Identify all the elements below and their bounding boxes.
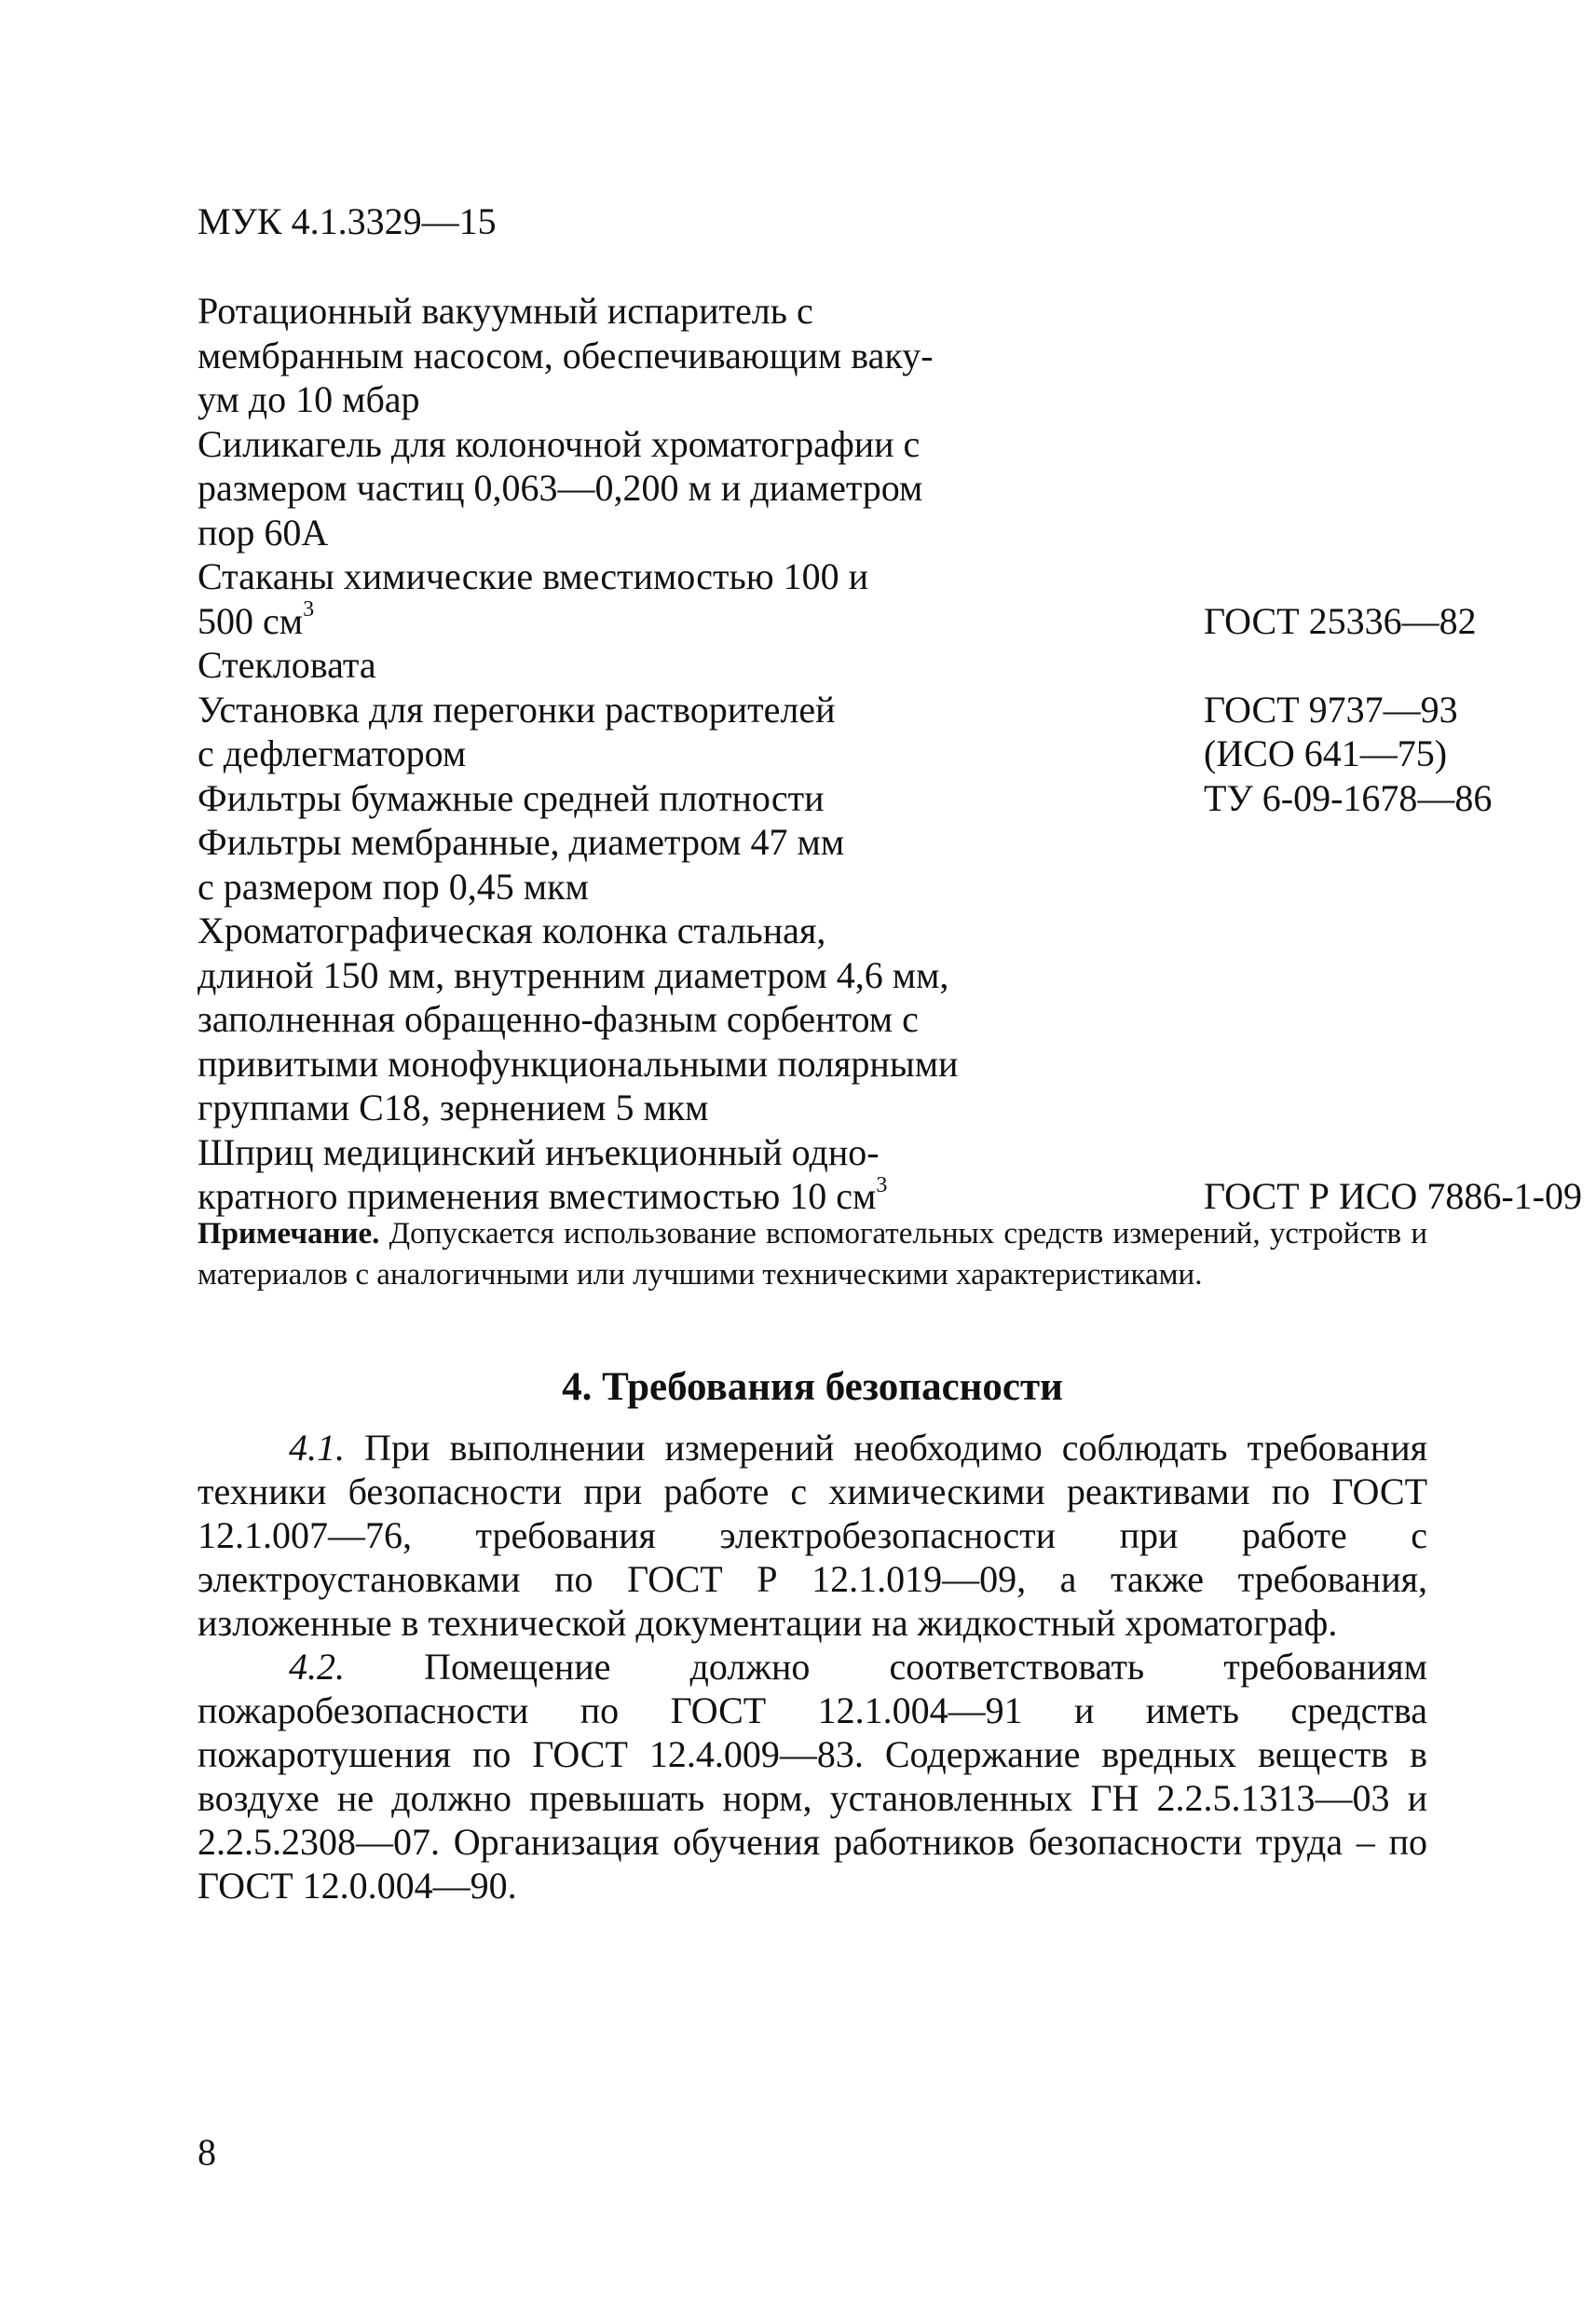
equipment-item [198, 909, 1427, 1130]
equipment-name-line: Шприц медицинский инъекционный одно- [198, 1130, 880, 1173]
equipment-name-line: с дефлегматором [198, 732, 467, 774]
equipment-name-line: Фильтры бумажные средней плотности [198, 776, 825, 819]
equipment-name-line: Стекловата [198, 644, 376, 686]
equipment-name-line: ум до 10 мбар [198, 378, 420, 420]
equipment-name-line [198, 1174, 999, 1219]
equipment-name-line [198, 599, 999, 644]
equipment-name-line: Фильтры мембранные, диаметром 47 мм [198, 821, 845, 863]
equipment-name-line: с размером пор 0,45 мкм [198, 865, 589, 908]
equipment-item [198, 554, 1477, 643]
equipment-name [198, 422, 999, 555]
equipment-standard-line: ТУ 6-09-1678—86 [1204, 776, 1493, 819]
equipment-name-line: заполненная обращенно-фазным сорбентом с [198, 998, 919, 1040]
equipment-standard [1204, 599, 1477, 644]
equipment-item [198, 688, 1458, 776]
paragraph-text: При выполнении измерений необходимо соблюдать требования техники безопасности при работе с химическими реактивами по ГОСТ 12.1.007—76, требования электробезопасности при работе с электроустановками по ГОСТ Р 12.1.019—09, а также требования, изложенные в технической документации на жидкостный хроматограф. [198, 1427, 1427, 1644]
equipment-name [198, 776, 999, 821]
equipment-name-line: мембранным насосом, обеспечивающим ваку- [198, 334, 934, 376]
equipment-name-line: размером частиц 0,063—0,200 м и диаметром [198, 467, 923, 509]
equipment-standard-line: ГОСТ Р ИСО 7886-1-09 [1204, 1175, 1582, 1217]
paragraph-number: 4.2. [289, 1646, 345, 1688]
equipment-item [198, 289, 1427, 422]
paragraph [198, 1645, 1427, 1908]
equipment-standard-line: ГОСТ 25336—82 [1204, 599, 1477, 642]
equipment-name-line: Хроматографическая колонка стальная, [198, 909, 826, 951]
equipment-name-line: Стаканы химические вместимостью 100 и [198, 555, 869, 597]
equipment-item [198, 422, 1427, 555]
note-text: Допускается использование вспомогательных средств измерений, устройств и материалов с аналогичными или лучшими техническими характеристиками. [198, 1217, 1427, 1292]
superscript: 3 [876, 1172, 888, 1197]
equipment-name-line: длиной 150 мм, внутренним диаметром 4,6 мм, [198, 953, 949, 996]
equipment-name-text: 500 см [198, 599, 304, 642]
equipment-item [198, 776, 1493, 821]
note-label: Примечание. [198, 1217, 380, 1251]
equipment-name [198, 289, 999, 422]
equipment-item [198, 643, 1427, 688]
equipment-name-line: группами С18, зернением 5 мкм [198, 1087, 709, 1128]
equipment-name-line: привитыми монофункциональными полярными [198, 1042, 959, 1085]
equipment-standard-line: ГОСТ 9737—93 [1204, 688, 1458, 731]
running-head: МУК 4.1.3329—15 [198, 200, 497, 242]
equipment-standard [1204, 688, 1458, 776]
paragraph [198, 1426, 1427, 1645]
equipment-name-line: пор 60А [198, 511, 329, 554]
superscript: 3 [303, 597, 315, 622]
equipment-list [198, 289, 1582, 1219]
equipment-name-text: кратного применения вместимостью 10 см [198, 1175, 877, 1217]
paragraph-number: 4.1. [289, 1427, 345, 1469]
paragraph-text: Помещение должно соответствовать требованиям пожаробезопасности по ГОСТ 12.1.004—91 и иметь средства пожаротушения по ГОСТ 12.4.009—83. Содержание вредных веществ в воздухе не должно превышать норм, установленных ГН 2.2.5.1313—03 и 2.2.5.2308—07. Организация обучения работников безопасности труда – по ГОСТ 12.0.004—90. [198, 1646, 1427, 1907]
page-number: 8 [198, 2131, 216, 2173]
equipment-name [198, 820, 999, 909]
equipment-name [198, 554, 999, 643]
equipment-item [198, 820, 1427, 909]
note [198, 1213, 1427, 1295]
equipment-name-line: Установка для перегонки растворителей [198, 688, 836, 731]
equipment-name [198, 909, 999, 1130]
equipment-name [198, 1130, 999, 1219]
equipment-standard [1204, 1174, 1582, 1219]
equipment-item [198, 1130, 1582, 1219]
equipment-name [198, 643, 999, 688]
equipment-name-line: Силикагель для колоночной хроматографии с [198, 422, 921, 465]
equipment-standard [1204, 776, 1492, 821]
equipment-name-line: Ротационный вакуумный испаритель с [198, 290, 813, 332]
equipment-standard-line: (ИСО 641—75) [1204, 732, 1448, 774]
equipment-name [198, 688, 999, 776]
section-title: 4. Требования безопасности [562, 1365, 1063, 1409]
